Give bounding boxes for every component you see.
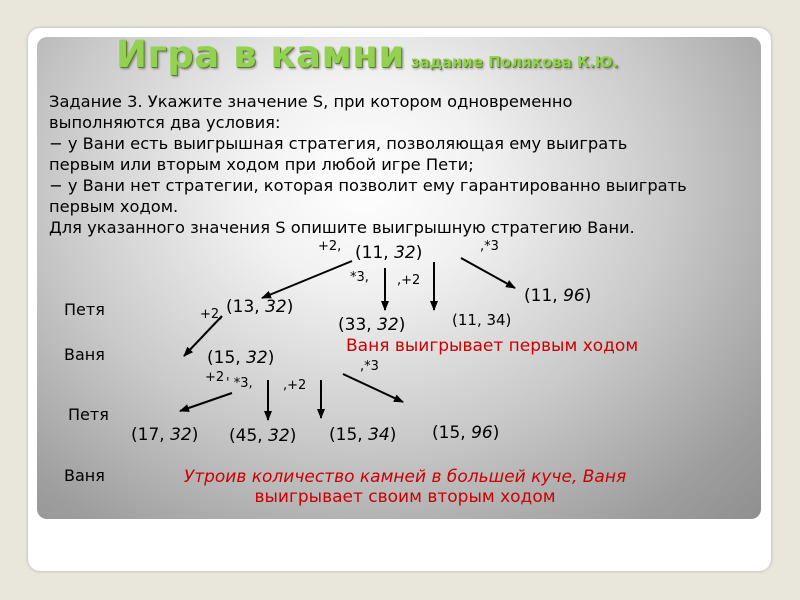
node-13-32: (13, 32) xyxy=(226,297,294,317)
node-15-34-b: 34 xyxy=(368,425,390,445)
node-15-96: (15, 96) xyxy=(432,423,500,443)
node-17-32-a: 17 xyxy=(137,425,160,445)
node-15-32-a: 15 xyxy=(213,348,236,368)
op-15-32-mul3-right: ,*3 xyxy=(360,359,379,374)
player-petya-2: Петя xyxy=(68,405,109,424)
node-11-32: (11, 32) xyxy=(355,243,423,263)
op-15-32-mul3: ' *3, xyxy=(226,376,253,391)
node-11-34: (11, 34) xyxy=(452,311,512,329)
node-13-32-b: 32 xyxy=(265,297,287,317)
node-33-32-b: 32 xyxy=(377,315,399,335)
player-petya-1: Петя xyxy=(64,300,105,319)
task-line-4: первым или вторым ходом при любой игре Пети; xyxy=(49,155,474,174)
node-33-32: (33, 32) xyxy=(338,315,406,335)
node-13-32-a: 13 xyxy=(232,297,255,317)
node-11-96-b: 96 xyxy=(563,286,585,306)
node-15-32-b: 32 xyxy=(246,348,268,368)
task-line-7: Для указанного значения S опишите выигрышную стратегию Вани. xyxy=(49,218,635,237)
node-45-32-b: 32 xyxy=(268,426,290,446)
op-root-mul3: ,*3 xyxy=(480,239,499,254)
node-15-96-b: 96 xyxy=(471,423,493,443)
task-line-3: − у Вани есть выигрышная стратегия, позволяющая ему выиграть xyxy=(49,134,628,153)
arrow-root-to-11-96 xyxy=(461,258,515,288)
op-13-32-plus2: +2, xyxy=(200,307,224,322)
node-11-32-a: 11 xyxy=(361,243,384,263)
node-15-34: (15, 34) xyxy=(329,425,397,445)
result-second-move-line1: Утроив количество камней в большей куче, Ваня xyxy=(183,467,627,487)
node-17-32: (17, 32) xyxy=(131,425,199,445)
node-33-32-a: 33 xyxy=(344,315,367,335)
result-second-move-line2: выигрывает своим вторым ходом xyxy=(254,487,556,507)
op-root-plus2: +2, xyxy=(318,239,342,254)
player-vanya-1: Ваня xyxy=(64,345,105,364)
node-15-32: (15, 32) xyxy=(207,348,275,368)
arrow-15-32-to-15-96 xyxy=(343,374,403,402)
op-15-32-plus2: +2 xyxy=(205,370,225,385)
task-line-5: − у Вани нет стратегии, которая позволит ему гарантированно выиграть xyxy=(49,176,687,195)
title-subtitle: задание Полякова К.Ю. xyxy=(410,53,619,71)
node-45-32-a: 45 xyxy=(235,426,258,446)
op-root-mul3-down: *3, xyxy=(350,270,369,285)
node-15-96-a: 15 xyxy=(438,423,461,443)
result-first-move: Ваня выигрывает первым ходом xyxy=(346,336,639,356)
task-line-2: выполняются два условия: xyxy=(49,113,281,132)
task-line-6: первым ходом. xyxy=(49,197,179,216)
player-vanya-2: Ваня xyxy=(64,466,105,485)
node-45-32: (45, 32) xyxy=(229,426,297,446)
op-root-plus2-down: ,+2 xyxy=(397,273,421,288)
arrow-root-to-13-32 xyxy=(262,261,352,298)
node-17-32-b: 32 xyxy=(170,425,192,445)
node-15-34-a: 15 xyxy=(335,425,358,445)
op-15-32-plus2-down: ,+2 xyxy=(283,378,307,393)
node-11-96: (11, 96) xyxy=(524,286,592,306)
result-second-move xyxy=(140,467,670,507)
arrow-15-32-to-17-32 xyxy=(180,393,232,411)
task-line-1-text: Задание 3. Укажите значение S, при котором одновременно xyxy=(49,92,573,111)
title-main: Игра в камни xyxy=(116,33,405,76)
node-11-96-a: 11 xyxy=(530,286,553,306)
node-11-32-b: 32 xyxy=(394,243,416,263)
